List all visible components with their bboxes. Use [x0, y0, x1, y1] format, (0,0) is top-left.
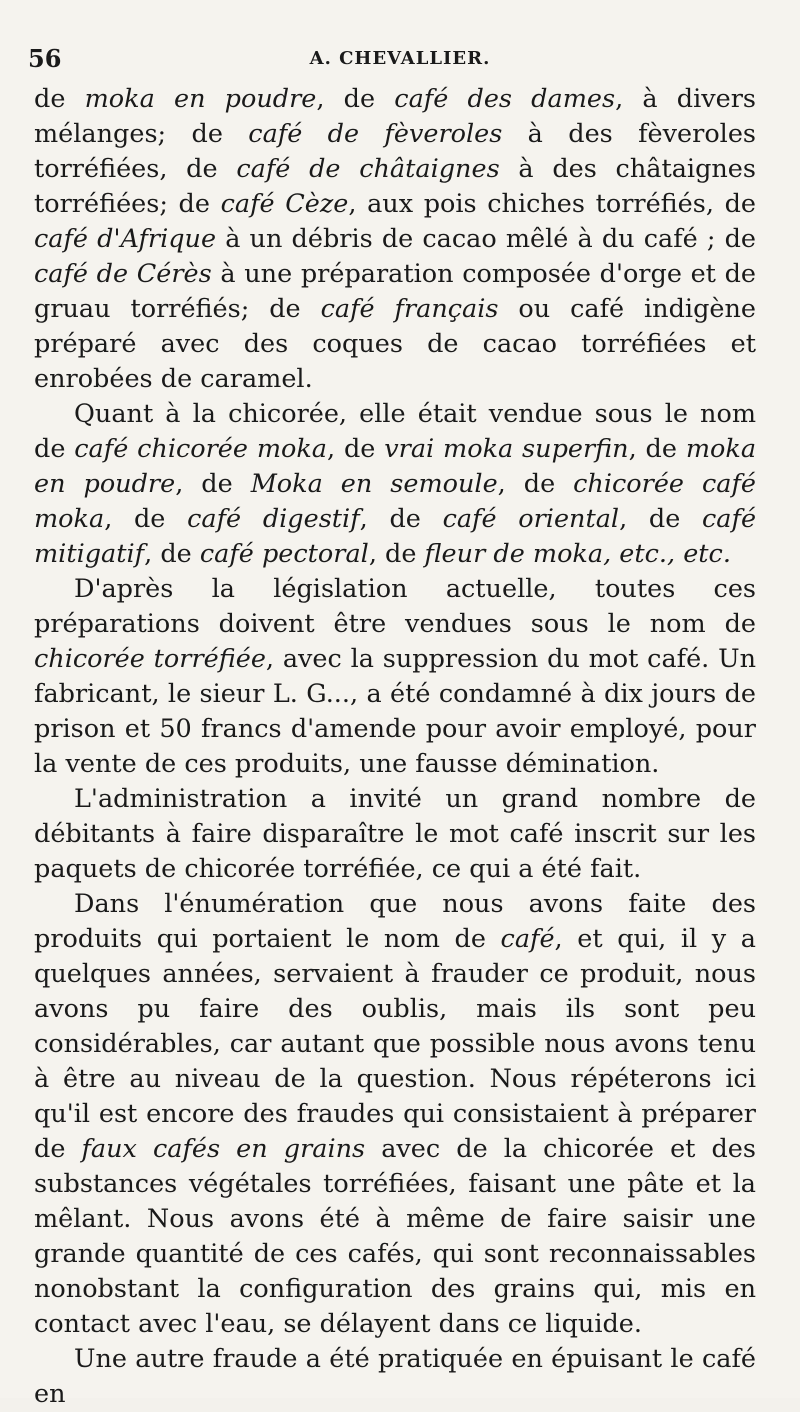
paragraph-1: de moka en poudre, de café des dames, à divers mélanges; de café de fèveroles à des fèveroles torréfiées, de café de châtaignes à des châtaignes torréfiées; de café Cèze, aux pois chiches torréfiés, de café d'Afrique à un débris de cacao mêlé à du café ; de café de Cérès à une préparation composée d'orge et de gruau torréfiés; de café français ou café indigène préparé avec des coques de cacao torréfiées et enrobées de caramel. [34, 84, 757, 394]
paragraph-4: L'administration a invité un grand nombre de débitants à faire disparaître le mot café inscrit sur les paquets de chicorée torréfiée, ce qui a été fait. [34, 784, 756, 884]
page-number: 56 [28, 44, 62, 73]
paragraph-5: Dans l'énumération que nous avons faite des produits qui portaient le nom de café, et qui, il y a quelques années, servaient à frauder ce produit, nous avons pu faire des oublis, mais ils sont peu considérables, car autant que possible nous avons tenu à être au niveau de la question. Nous répéterons ici qu'il est encore des fraudes qui consistaient à préparer de faux cafés en grains avec de la chicorée et des substances végétales torréfiées, faisant une pâte et la mêlant. Nous avons été à même de faire saisir une grande quantité de ces cafés, qui sont reconnaissables nonobstant la configuration des grains qui, mis en contact avec l'eau, se délayent dans ce liquide. [34, 889, 756, 1339]
paragraph-2: Quant à la chicorée, elle était vendue sous le nom de café chicorée moka, de vrai moka superfin, de moka en poudre, de Moka en semoule, de chicorée café moka, de café digestif, de café oriental, de café mitigatif, de café pectoral, de fleur de moka, etc., etc. [34, 399, 757, 569]
paragraph-3: D'après la législation actuelle, toutes ces préparations doivent être vendues sous le nom de chicorée torréfiée, avec la suppression du mot café. Un fabricant, le sieur L. G..., a été condamné à dix jours de prison et 50 francs d'amende pour avoir employé, pour la vente de ces produits, une fausse démination. [34, 574, 756, 779]
running-head: A. CHEVALLIER. [309, 48, 491, 69]
main-text [34, 82, 756, 1412]
paragraph-6: Une autre fraude a été pratiquée en épuisant le café en [34, 1344, 756, 1409]
page-header [28, 44, 772, 78]
